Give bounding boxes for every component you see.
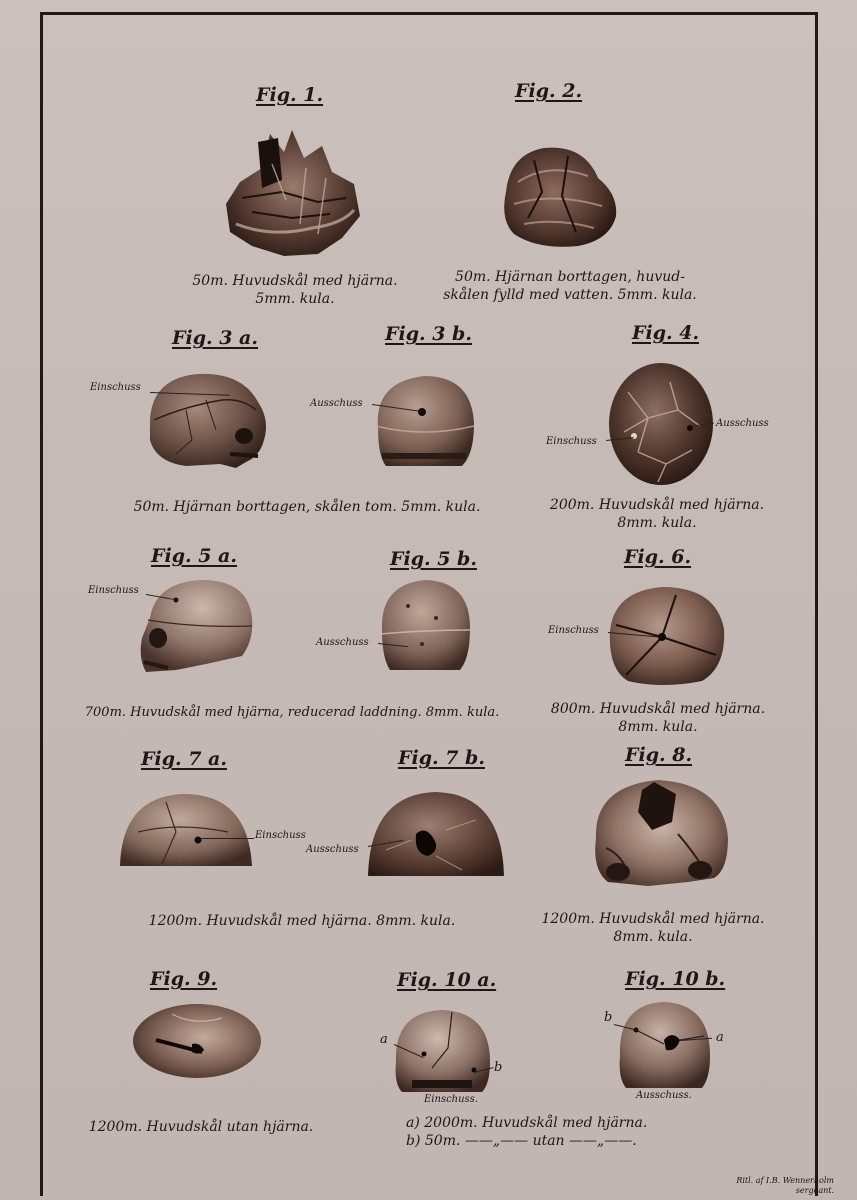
fig10a-callout-a: a	[380, 1032, 388, 1047]
fig4-einschuss-label: Einschuss	[546, 436, 597, 447]
fig4-caption-line-2: 8mm. kula.	[617, 515, 697, 531]
signature-line-2: sergeant.	[795, 1186, 834, 1195]
fig2-caption-line-1: 50m. Hjärnan borttagen, huvud-	[455, 269, 685, 285]
fig8-caption-line-2: 8mm. kula.	[613, 929, 693, 945]
fig2-title: Fig. 2.	[515, 80, 583, 102]
fig4-ausschuss-label: Ausschuss	[716, 418, 769, 429]
signature-line-1: Ritl. af I.B. Wennerholm	[736, 1176, 834, 1185]
fig10a-title: Fig. 10 a.	[397, 969, 497, 991]
fig7b-title: Fig. 7 b.	[398, 747, 485, 769]
fig5b-title: Fig. 5 b.	[390, 548, 477, 570]
fig10b-callout-b: b	[604, 1010, 613, 1025]
fig8-caption-line-1: 1200m. Huvudskål med hjärna.	[541, 911, 765, 927]
fig10b-skull-photo	[616, 1000, 712, 1090]
fig4-title: Fig. 4.	[632, 322, 700, 344]
fig6-caption-line-2: 8mm. kula.	[618, 719, 698, 735]
fig5a-einschuss-label: Einschuss	[88, 585, 139, 596]
fig5b-skull-photo	[378, 578, 472, 674]
fig10-caption	[406, 1114, 696, 1150]
fig3a-skull-photo	[146, 370, 270, 470]
fig8-caption	[500, 910, 806, 946]
fig9-caption	[66, 1118, 336, 1136]
fig4-caption	[534, 496, 780, 532]
fig9-skull-photo	[132, 1002, 262, 1080]
fig3b-skull-photo	[372, 372, 476, 470]
fig5-caption	[60, 704, 524, 722]
fig7a-title: Fig. 7 a.	[141, 748, 227, 770]
fig8-title: Fig. 8.	[625, 744, 693, 766]
fig10b-ausschuss-label: Ausschuss.	[636, 1090, 692, 1101]
fig7a-leader-line	[200, 838, 254, 839]
fig9-caption-line-1: 1200m. Huvudskål utan hjärna.	[88, 1119, 314, 1135]
fig7a-einschuss-label: Einschuss	[255, 830, 306, 841]
fig3a-einschuss-label: Einschuss	[90, 382, 141, 393]
fig6-title: Fig. 6.	[624, 546, 692, 568]
fig5b-ausschuss-label: Ausschuss	[316, 637, 369, 648]
fig6-skull-photo	[606, 585, 726, 687]
fig3b-ausschuss-label: Ausschuss	[310, 398, 363, 409]
fig3-caption	[92, 498, 522, 516]
fig6-caption-line-1: 800m. Huvudskål med hjärna.	[550, 701, 766, 717]
fig5-caption-line-1: 700m. Huvudskål med hjärna, reducerad laddning. 8mm. kula.	[84, 705, 500, 720]
fig10a-einschuss-label: Einschuss.	[424, 1094, 478, 1105]
fig10-caption-line-1: a) 2000m. Huvudskål med hjärna.	[406, 1115, 648, 1131]
fig10a-callout-b: b	[494, 1060, 503, 1075]
fig6-einschuss-label: Einschuss	[548, 625, 599, 636]
fig1-caption-line-2: 5mm. kula.	[255, 291, 335, 307]
fig4-caption-line-1: 200m. Huvudskål med hjärna.	[549, 497, 765, 513]
fig2-caption-line-2: skålen fylld med vatten. 5mm. kula.	[443, 287, 697, 303]
fig10-caption-line-2: b) 50m. ——„—— utan ——„——.	[406, 1133, 637, 1149]
fig2-skull-photo	[498, 142, 620, 250]
fig3a-title: Fig. 3 a.	[172, 327, 258, 349]
fig1-title: Fig. 1.	[256, 84, 324, 106]
fig10b-title: Fig. 10 b.	[625, 968, 726, 990]
fig1-caption-line-1: 50m. Huvudskål med hjärna.	[192, 273, 398, 289]
fig1-skull-photo	[222, 128, 364, 258]
fig1-caption	[170, 272, 420, 308]
draftsman-signature	[730, 1176, 834, 1196]
fig3-caption-line-1: 50m. Hjärnan borttagen, skålen tom. 5mm. kula.	[133, 499, 481, 515]
fig7b-skull-photo	[366, 790, 506, 880]
fig9-title: Fig. 9.	[150, 968, 218, 990]
fig10b-callout-a: a	[716, 1030, 724, 1045]
fig2-caption	[440, 268, 700, 304]
fig8-skull-photo	[588, 778, 730, 888]
fig5a-skull-photo	[136, 578, 254, 674]
fig7-caption-line-1: 1200m. Huvudskål med hjärna. 8mm. kula.	[148, 913, 456, 929]
fig7b-ausschuss-label: Ausschuss	[306, 844, 359, 855]
fig7a-skull-photo	[118, 792, 254, 870]
fig7-caption	[112, 912, 492, 930]
fig5a-title: Fig. 5 a.	[151, 545, 237, 567]
fig3b-title: Fig. 3 b.	[385, 323, 472, 345]
fig6-caption	[532, 700, 784, 736]
